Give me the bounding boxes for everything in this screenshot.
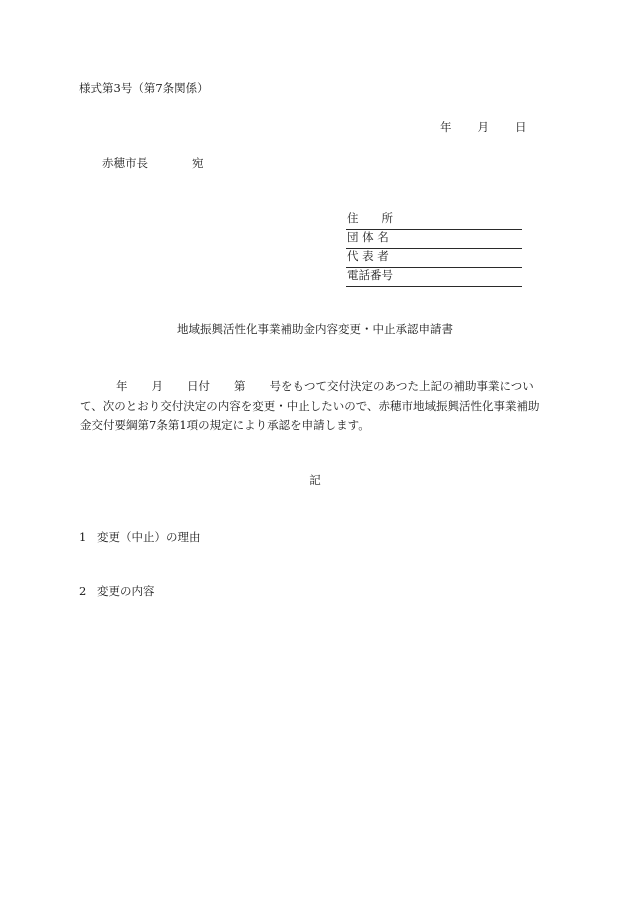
body-line-1 <box>80 377 550 397</box>
representative-field[interactable] <box>346 249 522 268</box>
applicant-block <box>346 211 522 287</box>
addressee-name: 赤穂市長 <box>102 156 148 170</box>
item-label: 変更（中止）の理由 <box>97 530 201 544</box>
addressee <box>102 155 204 171</box>
body-year: 年 <box>116 379 128 393</box>
note-mark: 記 <box>309 473 321 487</box>
organization-name-label: 団 体 名 <box>347 230 389 244</box>
date-day: 日 <box>515 120 527 134</box>
organization-name-field[interactable] <box>346 230 522 249</box>
phone-number-field[interactable] <box>346 268 522 287</box>
date-month: 月 <box>477 120 489 134</box>
date-year: 年 <box>440 120 452 134</box>
body-day: 日付 <box>187 379 210 393</box>
address-label: 住 所 <box>347 211 393 225</box>
phone-number-label: 電話番号 <box>347 268 393 282</box>
body-line-1-rest: 号をもつて交付決定のあつた上記の補助事業につい <box>269 379 534 393</box>
date-line <box>440 119 527 135</box>
body-paragraph <box>80 377 550 436</box>
body-dai: 第 <box>234 379 246 393</box>
body-month: 月 <box>151 379 163 393</box>
body-line-3: 金交付要綱第7条第1項の規定により承認を申請します。 <box>80 418 370 432</box>
form-number: 様式第3号（第7条関係） <box>79 81 209 95</box>
document-title: 地域振興活性化事業補助金内容変更・中止承認申請書 <box>177 322 453 336</box>
address-field[interactable] <box>346 211 522 230</box>
item-label: 変更の内容 <box>97 584 155 598</box>
item-change-content <box>79 583 155 599</box>
addressee-honorific: 宛 <box>192 156 204 170</box>
item-change-reason <box>79 529 201 545</box>
item-number: 2 <box>79 584 87 598</box>
item-number: 1 <box>79 530 87 544</box>
representative-label: 代 表 者 <box>347 249 389 263</box>
body-line-2: て、次のとおり交付決定の内容を変更・中止したいので、赤穂市地域振興活性化事業補助 <box>80 398 540 413</box>
